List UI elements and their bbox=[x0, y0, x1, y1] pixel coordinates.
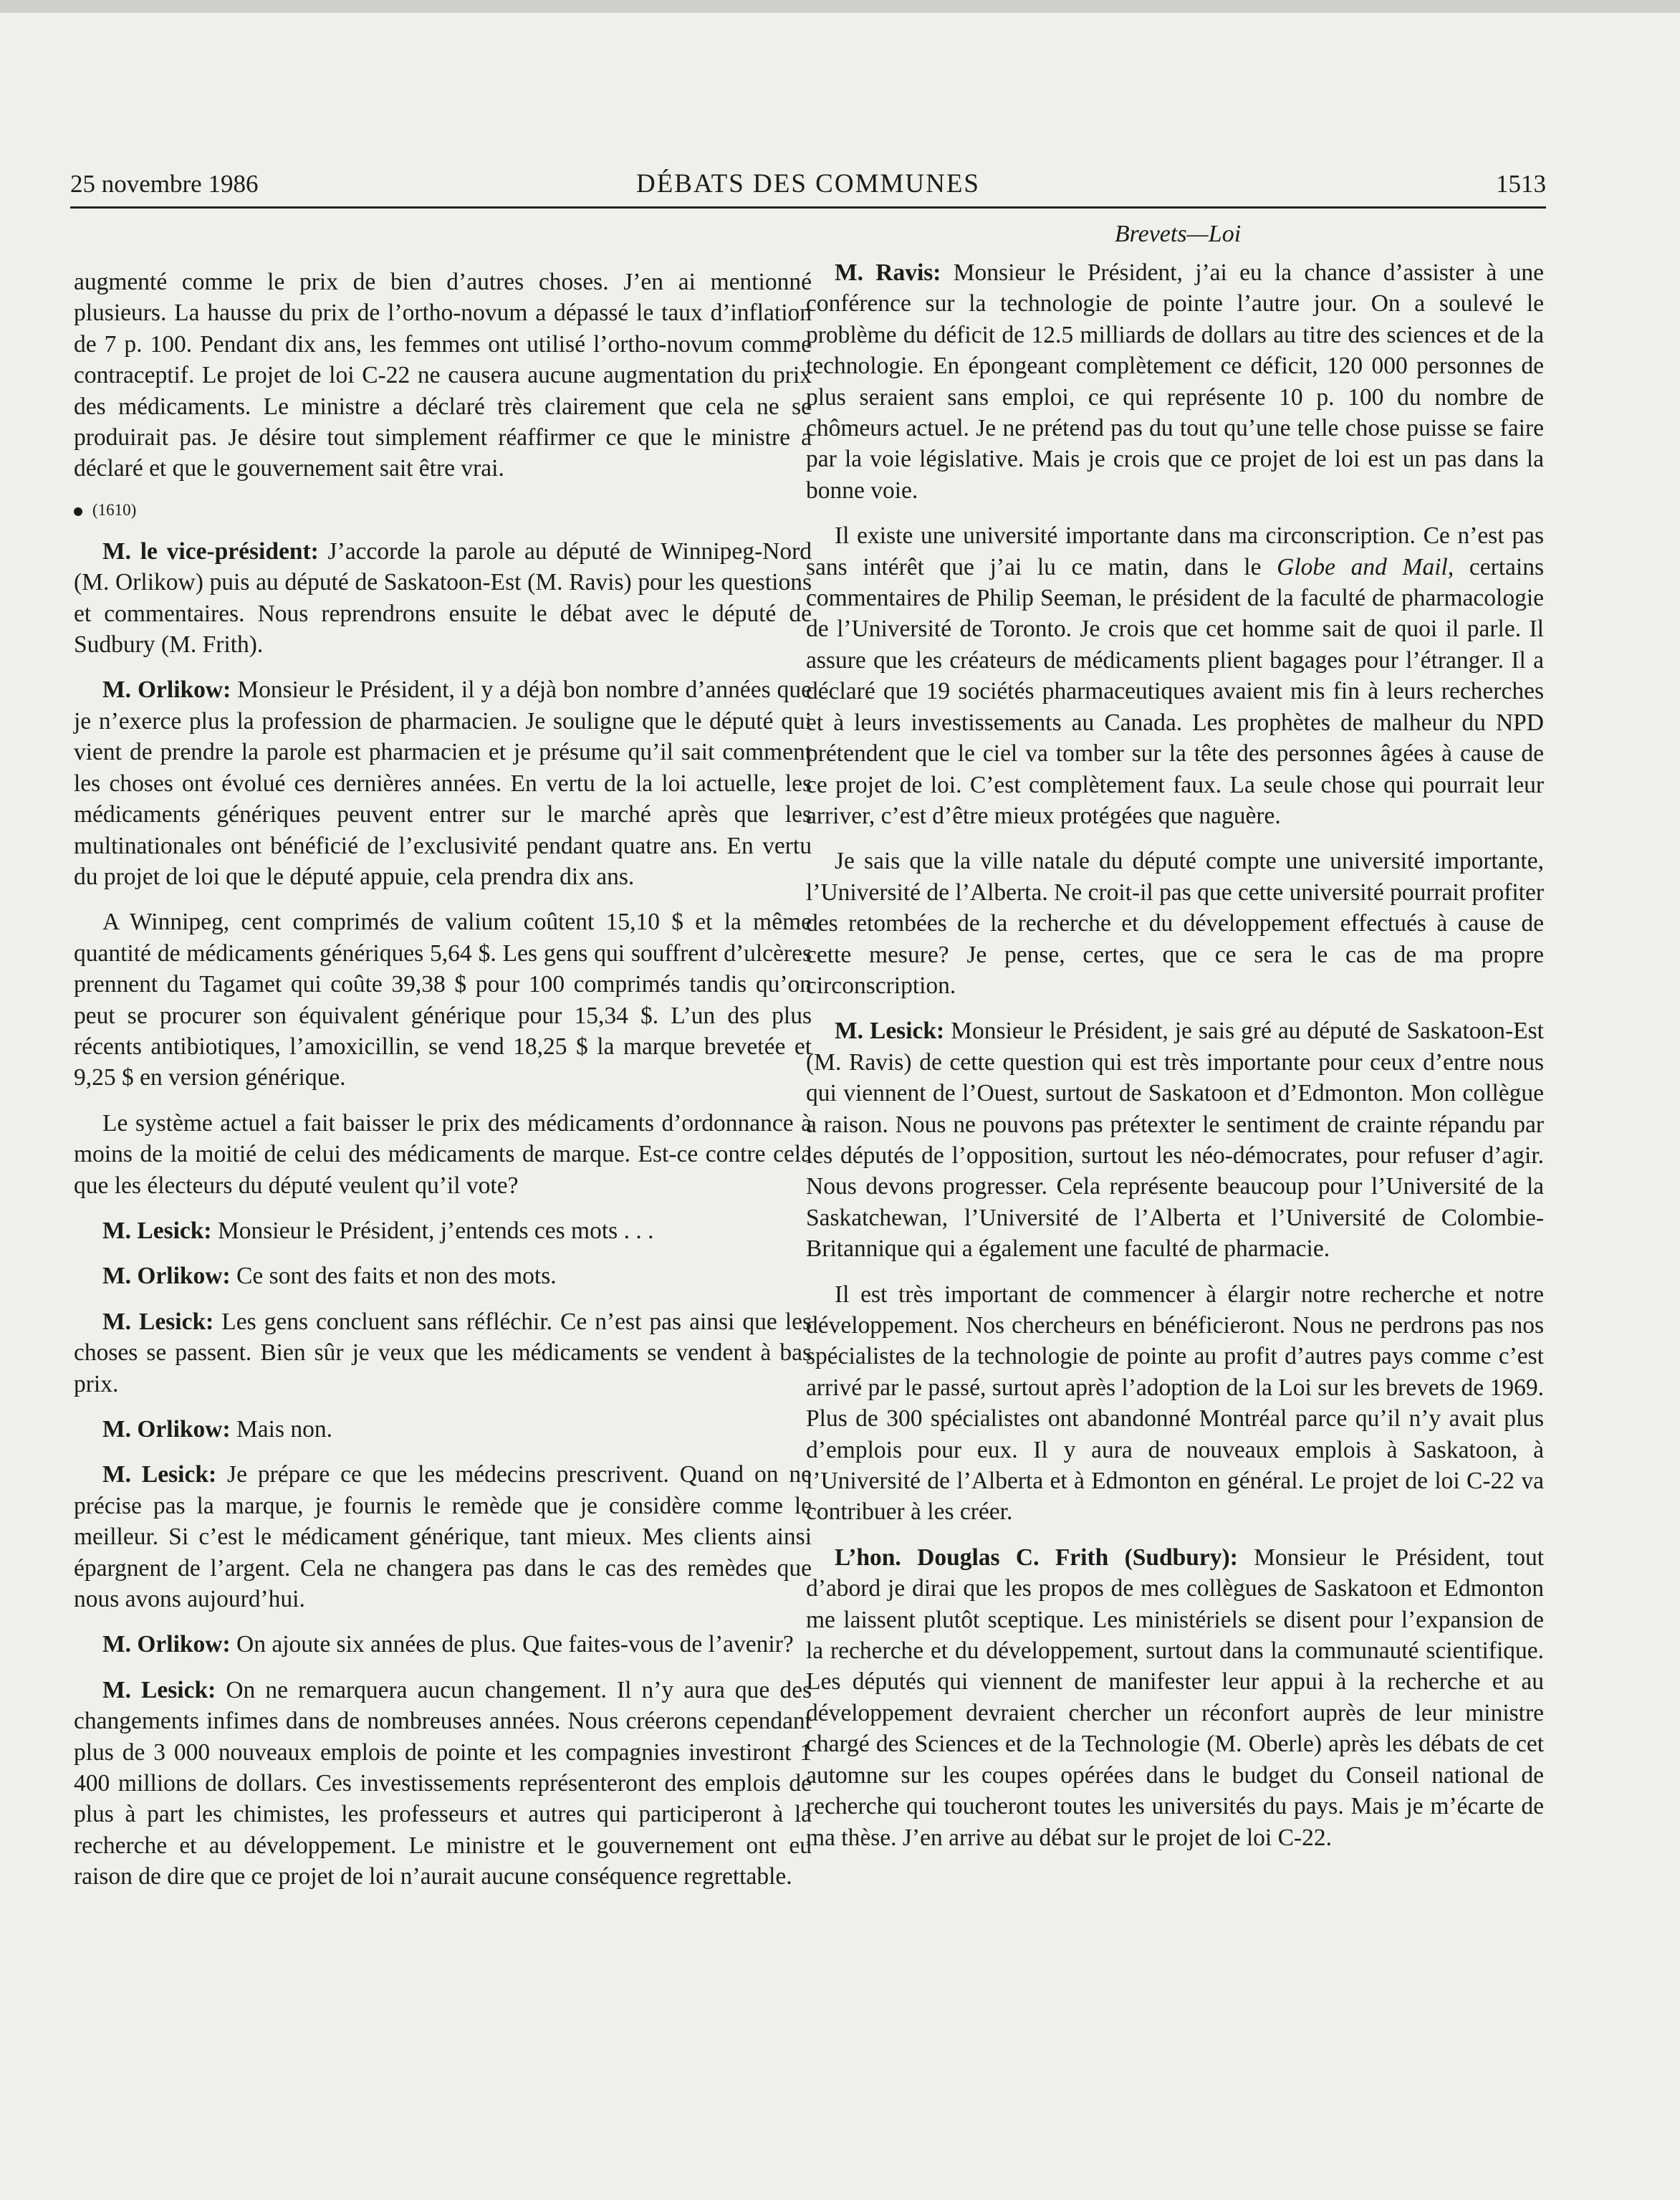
speaker-name: M. Orlikow: bbox=[102, 1631, 231, 1658]
paragraph bbox=[74, 536, 812, 661]
scan-edge bbox=[0, 0, 1680, 13]
newspaper-title: Globe and Mail bbox=[1277, 553, 1448, 580]
paragraph bbox=[74, 1414, 812, 1445]
paragraph: Je sais que la ville natale du député compte une université importante, l’Université de l’Alberta. Ne croit-il pas que cette université pourrait profiter des retombées de la recherche et du développement effectués à cause de cette mesure? Je pense, certes, que ce sera le cas de ma propre circonscription. bbox=[806, 848, 1544, 999]
speech-text: J’accorde la parole au député de Winnipeg-Nord (M. Orlikow) puis au député de Saskatoon-Est (M. Ravis) pour les questions et commentaires. Nous reprendrons ensuite le débat avec le député de Sudbury (M. Frith). bbox=[74, 537, 812, 659]
speech-text: On ajoute six années de plus. Que faites-vous de l’avenir? bbox=[230, 1631, 794, 1658]
speaker-name: M. Orlikow: bbox=[102, 676, 231, 704]
paragraph bbox=[806, 257, 1544, 506]
paragraph: A Winnipeg, cent comprimés de valium coûtent 15,10 $ et la même quantité de médicaments génériques 5,64 $. Les gens qui souffrent d’ulcères prennent du Tagamet qui coûte 39,38 $ pour 100 comprimés tandis qu’on peut se procurer son équivalent générique pour 15,34 $. L’un des plus récents antibiotiques, l’amoxicillin, se vend 18,25 $ la marque brevetée et 9,25 $ en version générique. bbox=[74, 909, 812, 1091]
paragraph bbox=[74, 1306, 812, 1400]
speaker-name: M. Orlikow: bbox=[102, 1263, 231, 1290]
speaker-name: M. Lesick: bbox=[835, 1018, 945, 1045]
header-title: DÉBATS DES COMMUNES bbox=[635, 169, 980, 199]
paragraph bbox=[74, 1215, 812, 1246]
paragraph: augmenté comme le prix de bien d’autres choses. J’en ai mentionné plusieurs. La hausse du prix de l’ortho-novum a dépassé le taux d’inflation de 7 p. 100. Pendant dix ans, les femmes ont utilisé l’ortho-novum comme contraceptif. Le projet de loi C-22 ne causera aucune augmentation du prix des médicaments. Le ministre a déclaré très clairement que cela ne se produirait pas. Je désire tout simplement réaffirmer ce que le ministre a déclaré et que le gouvernement sait être vrai. bbox=[74, 269, 812, 482]
speaker-name: M. Orlikow: bbox=[102, 1416, 231, 1443]
section-subheading: Brevets—Loi bbox=[1114, 221, 1242, 247]
left-column bbox=[74, 267, 812, 1907]
speech-text: Monsieur le Président, j’ai eu la chance d’assister à une conférence sur la technologie de pointe l’autre jour. On a soulevé le problème du déficit de 12.5 milliards de dollars au titre des sciences et de la technologie. En épongeant complètement ce déficit, 120 000 personnes de plus seraient sans emploi, ce qui représente 10 p. 100 du nombre de chômeurs actuel. Je ne prétend pas du tout qu’une telle chose puisse se faire par la voie législative. Mais je crois que ce projet de loi est un pas dans la bonne voie. bbox=[806, 259, 1545, 504]
speech-text: Monsieur le Président, il y a déjà bon nombre d’années que je n’exerce plus la profession de pharmacien. Je souligne que le député qui vient de prendre la parole est pharmacien et je présume qu’il sait comment les choses ont évolué ces dernières années. En vertu de la loi actuelle, les médicaments génériques peuvent entrer sur le marché après que les multinationales ont bénéficié de l’exclusivité pendant quatre ans. En vertu du projet de loi que le député appuie, cela prendra dix ans. bbox=[74, 676, 812, 890]
speaker-name: M. Ravis: bbox=[835, 259, 941, 286]
paragraph bbox=[74, 1261, 812, 1291]
header-page-number: 1513 bbox=[1496, 170, 1546, 198]
paragraph: Il est très important de commencer à élargir notre recherche et notre développement. Nos chercheurs en bénéficieront. Nous ne perdrons pas nos spécialistes de la technologie de pointe au profit d’autres pays comme c’est arrivé par le passé, surtout après l’adoption de la Loi sur les brevets de 1969. Plus de 300 spécialistes ont abandonné Montréal parce qu’il n’y avait plus d’emplois pour eux. Il y aura de nouveaux emplois à Saskatoon, à l’Université de l’Alberta et à Edmonton en général. Le projet de loi C-22 va contribuer à les créer. bbox=[806, 1281, 1544, 1526]
paragraph bbox=[74, 674, 812, 892]
speaker-name: M. Lesick: bbox=[102, 1217, 212, 1244]
header-date: 25 novembre 1986 bbox=[70, 170, 259, 198]
speech-text: Les gens concluent sans réfléchir. Ce n’est pas ainsi que les choses se passent. Bien sûr je veux que les médicaments se vendent à bas prix. bbox=[74, 1308, 812, 1397]
speech-text: Il existe une université importante dans ma circonscription. Ce n’est pas sans intérêt que j’ai lu ce matin, dans le bbox=[806, 522, 1544, 580]
speaker-name: M. le vice-président: bbox=[102, 537, 319, 565]
page-header bbox=[70, 166, 1546, 202]
paragraph bbox=[74, 1675, 812, 1893]
speech-text: , certains commentaires de Philip Seeman, le président de la faculté de pharmacologie de l’Université de Toronto. Je crois que cet homme sait de quoi il parle. Il assure que les créateurs de médicaments plient bagages pour l’étranger. Il a déclaré que 19 sociétés pharmaceutiques avaient mis fin à leurs recherches et à leurs investissements au Canada. Les prophètes de malheur du NPD prétendent que le ciel va tomber sur la tête des personnes âgées à cause de ce projet de loi. C’est complètement faux. La seule chose qui pourrait leur arriver, c’est d’être mieux protégées que naguère. bbox=[806, 553, 1544, 829]
speech-text: Ce sont des faits et non des mots. bbox=[230, 1263, 557, 1290]
speech-text: Monsieur le Président, je sais gré au député de Saskatoon-Est (M. Ravis) de cette question qui est très importante pour ceux d’entre nous qui viennent de l’Ouest, surtout de Saskatoon et d’Edmonton. Mon collègue a raison. Nous ne pouvons pas prétexter le sentiment de crainte répandu par les députés de l’opposition, surtout les néo-démocrates, pour refuser d’agir. Nous devons progresser. Cela représente beaucoup pour l’Université de la Saskatchewan, l’Université de l’Alberta et l’Université de Colombie-Britannique qui a également une faculté de pharmacie. bbox=[806, 1018, 1544, 1263]
speech-text: Monsieur le Président, j’entends ces mots . . . bbox=[211, 1217, 654, 1244]
paragraph bbox=[806, 1542, 1544, 1853]
paragraph bbox=[806, 520, 1544, 831]
bullet-icon bbox=[74, 507, 82, 516]
header-rule bbox=[70, 206, 1546, 209]
speaker-name: M. Lesick: bbox=[102, 1461, 217, 1488]
paragraph: Le système actuel a fait baisser le prix des médicaments d’ordonnance à moins de la moitié de celui des médicaments de marque. Est-ce contre cela que les électeurs du député veulent qu’il vote? bbox=[74, 1109, 812, 1199]
speaker-name: L’hon. Douglas C. Frith (Sudbury): bbox=[835, 1544, 1238, 1571]
paragraph bbox=[74, 1629, 812, 1660]
speech-text: On ne remarquera aucun changement. Il n’y aura que des changements infimes dans de nombreuses années. Nous créerons cependant plus de 3 000 nouveaux emplois de pointe et les compagnies investiront 1 400 millions de dollars. Ces investissements représenteront des emplois de plus à part les chimistes, les professeurs et autres qui participeront à la recherche et au développement. Le ministre et le gouvernement ont eu raison de dire que ce projet de loi n’aurait aucune conséquence regrettable. bbox=[74, 1676, 812, 1890]
speech-text: Monsieur le Président, tout d’abord je dirai que les propos de mes collègues de Saskatoon et Edmonton me laissent plutôt sceptique. Les ministériels se disent pour l’expansion de la recherche et du développement, surtout dans la communauté scientifique. Les députés qui viennent de manifester leur appui à la recherche et au développement devraient chercher un réconfort auprès de leur ministre chargé des Sciences et de la Technologie (M. Oberle) après les débats de cet automne sur les coupes opérées dans le budget du Conseil national de recherche qui toucheront toutes les universités du pays. Mais je m’écarte de ma thèse. J’en arrive au débat sur le projet de loi C-22. bbox=[806, 1544, 1544, 1851]
speech-text: Mais non. bbox=[230, 1416, 333, 1443]
speaker-name: M. Lesick: bbox=[102, 1308, 214, 1335]
right-column bbox=[806, 257, 1544, 1867]
speech-text: Je prépare ce que les médecins prescrivent. Quand on ne précise pas la marque, je fournis le remède que je considère comme le meilleur. Si c’est le médicament générique, tant mieux. Mes clients ainsi épargnent de l’argent. Cela ne changera pas dans le cas des remèdes que nous avons aujourd’hui. bbox=[74, 1461, 812, 1613]
paragraph bbox=[806, 1015, 1544, 1264]
paragraph bbox=[74, 1459, 812, 1615]
timestamp: (1610) bbox=[92, 500, 137, 519]
timestamp-marker bbox=[74, 499, 812, 522]
speaker-name: M. Lesick: bbox=[102, 1676, 216, 1703]
